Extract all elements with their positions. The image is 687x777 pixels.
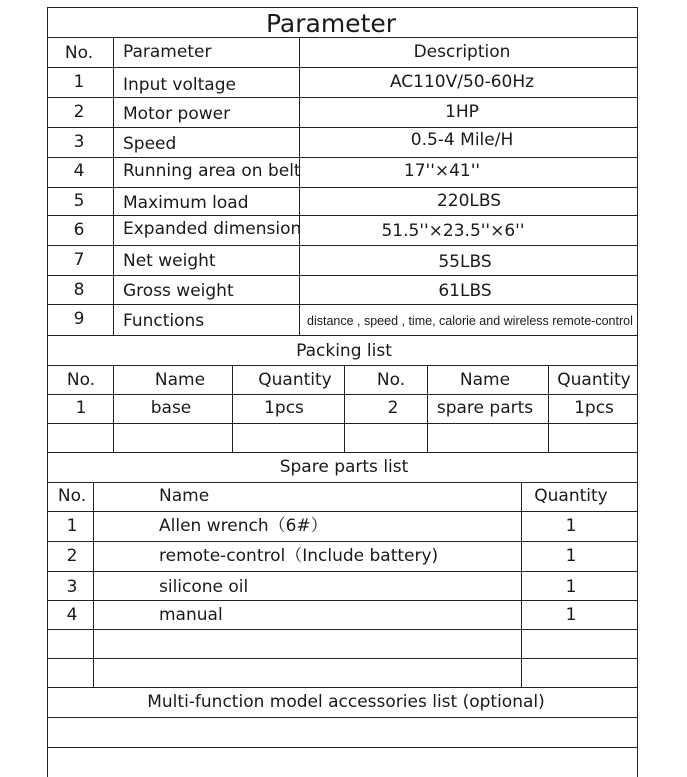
divider xyxy=(47,97,638,98)
divider xyxy=(47,67,638,68)
divider xyxy=(47,423,638,424)
column-divider xyxy=(427,365,428,452)
accessories-title: Multi-function model accessories list (optional) xyxy=(147,692,545,712)
param-name: Expanded dimension xyxy=(123,219,302,239)
divider xyxy=(47,541,638,542)
packing-header: Name xyxy=(459,370,511,390)
packing-header: No. xyxy=(66,370,96,390)
column-divider xyxy=(232,365,233,452)
divider xyxy=(47,127,638,128)
param-desc: AC110V/50-60Hz xyxy=(389,72,535,92)
divider xyxy=(47,187,638,188)
divider xyxy=(47,482,638,483)
param-name: Net weight xyxy=(123,251,216,271)
spare-no: 4 xyxy=(66,605,78,625)
divider xyxy=(47,365,638,366)
divider xyxy=(47,157,638,158)
column-divider xyxy=(113,365,114,452)
packing-cell: spare parts xyxy=(436,398,534,418)
column-divider xyxy=(93,482,94,687)
spare-name: manual xyxy=(159,605,223,625)
packing-header: Quantity xyxy=(258,370,332,390)
param-desc: 0.5-4 Mile/H xyxy=(410,130,514,150)
page-title: Parameter xyxy=(265,9,397,38)
packing-cell: 2 xyxy=(387,398,399,418)
param-name: Functions xyxy=(123,311,205,331)
param-no: 4 xyxy=(73,161,85,181)
header-no: No. xyxy=(64,43,94,63)
spare-qty: 1 xyxy=(565,605,577,625)
spare-header-name: Name xyxy=(159,486,210,506)
spare-no: 3 xyxy=(66,577,78,597)
packing-header: Name xyxy=(154,370,206,390)
header-parameter: Parameter xyxy=(123,42,212,62)
header-description: Description xyxy=(413,42,511,62)
column-divider xyxy=(521,482,522,687)
divider xyxy=(47,304,638,305)
divider xyxy=(47,658,638,659)
param-desc: 220LBS xyxy=(436,191,502,211)
column-divider xyxy=(299,37,300,335)
divider xyxy=(47,245,638,246)
packing-cell: 1 xyxy=(75,398,87,418)
param-name: Speed xyxy=(123,134,177,154)
param-desc: 51.5''×23.5''×6'' xyxy=(381,221,525,241)
param-no: 8 xyxy=(73,280,85,300)
divider xyxy=(47,394,638,395)
param-desc: distance , speed , time, calorie and wireless remote-control xyxy=(307,314,633,328)
divider xyxy=(47,215,638,216)
column-divider xyxy=(113,37,114,335)
param-no: 5 xyxy=(73,191,85,211)
packing-cell: base xyxy=(150,398,192,418)
param-desc: 1HP xyxy=(445,102,479,122)
divider xyxy=(47,275,638,276)
spare-name: remote-control（Include battery) xyxy=(159,546,439,566)
param-no: 9 xyxy=(73,309,85,329)
spare-qty: 1 xyxy=(565,577,577,597)
param-no: 2 xyxy=(73,102,85,122)
column-divider xyxy=(548,365,549,452)
param-desc: 55LBS xyxy=(438,252,492,272)
param-desc: 61LBS xyxy=(438,281,492,301)
param-no: 7 xyxy=(73,250,85,270)
spare-header-no: No. xyxy=(57,486,87,506)
divider xyxy=(47,452,638,453)
divider xyxy=(47,629,638,630)
column-divider xyxy=(344,365,345,452)
param-name: Motor power xyxy=(123,104,231,124)
packing-cell: 1pcs xyxy=(574,398,614,418)
param-name: Gross weight xyxy=(123,281,234,301)
param-no: 1 xyxy=(73,72,85,92)
param-name: Maximum load xyxy=(123,193,249,213)
divider xyxy=(47,511,638,512)
spare-name: Allen wrench（6#） xyxy=(159,516,328,536)
param-no: 3 xyxy=(73,132,85,152)
spare-qty: 1 xyxy=(565,546,577,566)
divider xyxy=(47,717,638,718)
divider xyxy=(47,747,638,748)
divider xyxy=(47,687,638,688)
spare-no: 2 xyxy=(66,546,78,566)
spare-qty: 1 xyxy=(565,516,577,536)
spare-name: silicone oil xyxy=(159,577,249,597)
divider xyxy=(47,335,638,336)
param-name: Running area on belt xyxy=(123,161,301,181)
param-no: 6 xyxy=(73,220,85,240)
spare-header-quantity: Quantity xyxy=(534,486,608,506)
param-name: Input voltage xyxy=(123,75,236,95)
spare-parts-title: Spare parts list xyxy=(279,457,409,477)
divider xyxy=(47,571,638,572)
packing-header: Quantity xyxy=(557,370,631,390)
packing-header: No. xyxy=(376,370,406,390)
spare-no: 1 xyxy=(66,516,78,536)
divider xyxy=(47,600,638,601)
param-desc: 17''×41'' xyxy=(403,161,481,181)
packing-cell: 1pcs xyxy=(264,398,304,418)
packing-list-title: Packing list xyxy=(296,341,392,361)
